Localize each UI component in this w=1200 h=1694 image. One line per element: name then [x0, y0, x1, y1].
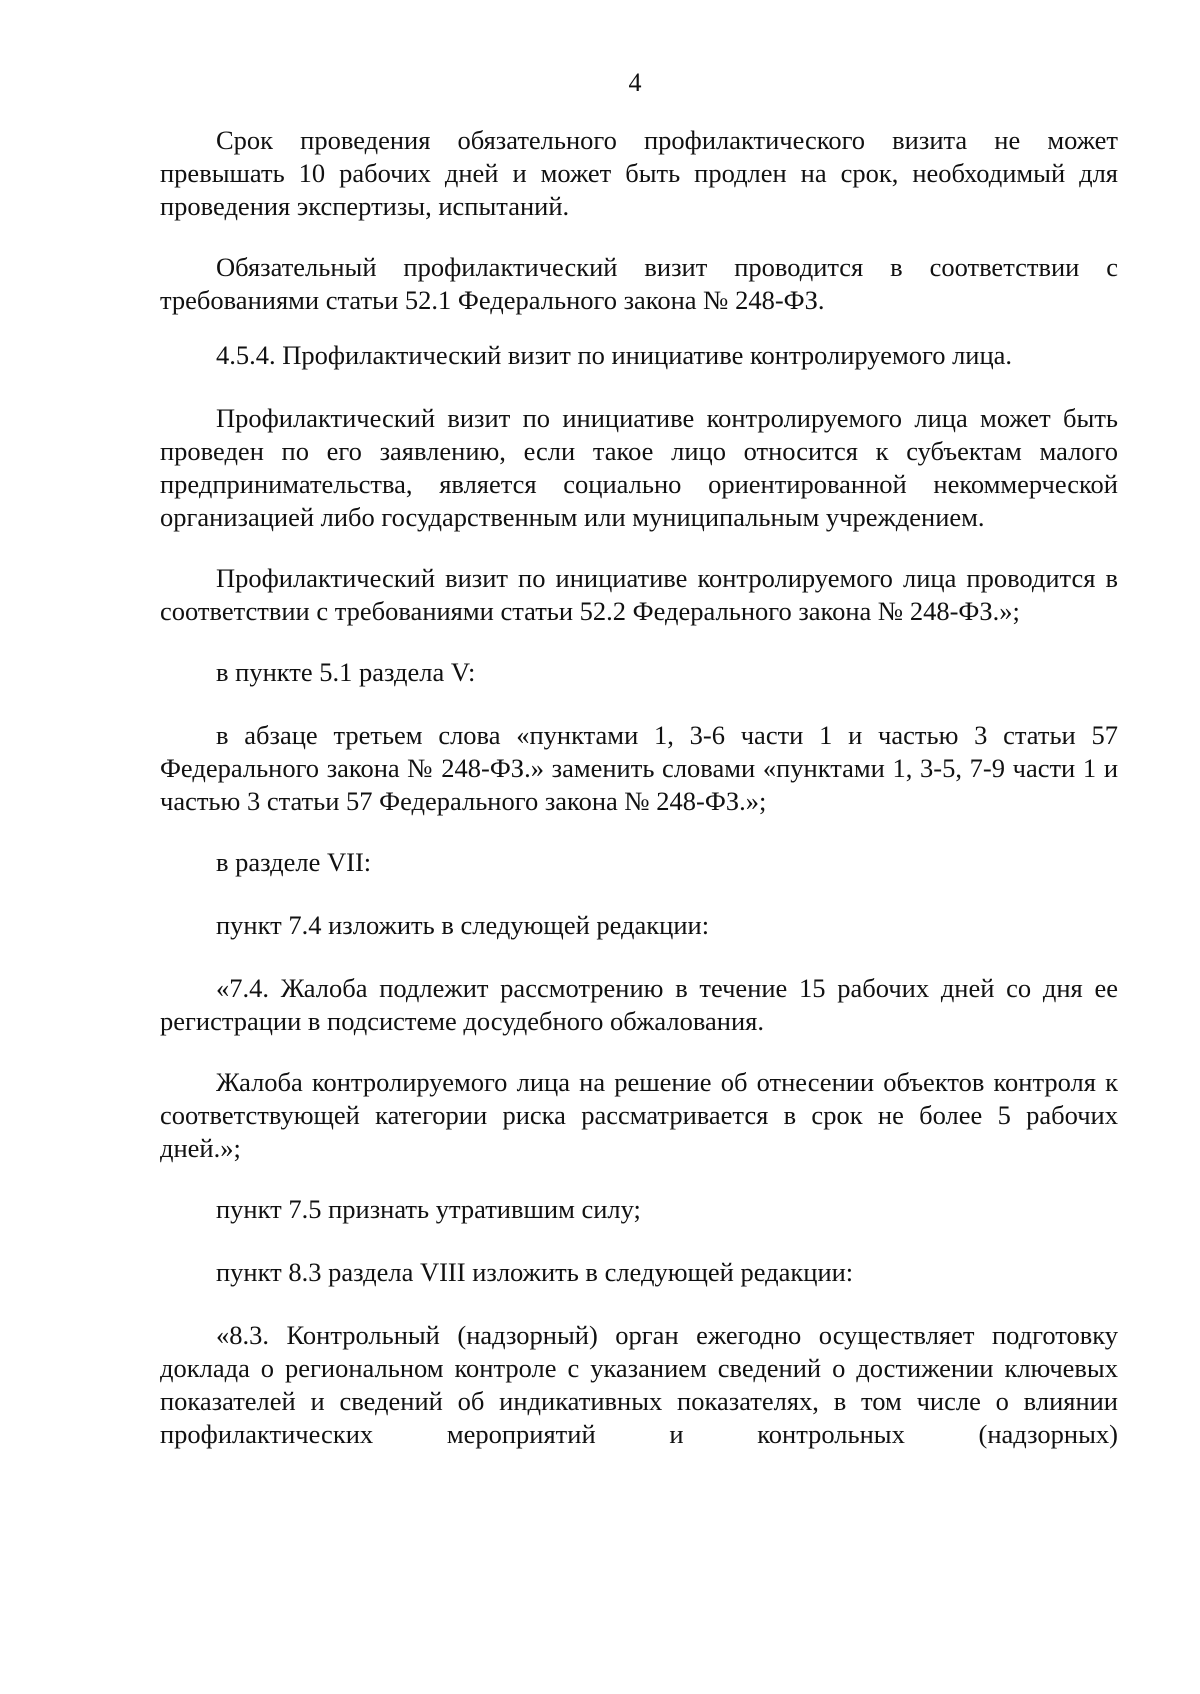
paragraph-item-7-4-intro: пункт 7.4 изложить в следующей редакции: — [216, 910, 710, 940]
paragraph-section-5-1: в пункте 5.1 раздела V: — [216, 657, 476, 687]
paragraph-initiative-visit-requirements: Профилактический визит по инициативе контролируемого лица проводится в соответствии с требованиями статьи 52.2 Федерального закона № 248-ФЗ.»; — [160, 563, 1118, 626]
paragraph-initiative-visit: Профилактический визит по инициативе контролируемого лица может быть проведен по его заявлению, если такое лицо относится к субъектам малого предпринимательства, является социально ориентированной некоммерческой организацией либо государственным или муниципальным учреждением. — [160, 403, 1118, 532]
paragraph-abzac-replacement: в абзаце третьем слова «пунктами 1, 3-6 части 1 и частью 3 статьи 57 Федерального закона № 248-ФЗ.» заменить словами «пунктами 1, 3-5, 7-9 части 1 и частью 3 статьи 57 Федерального закона № 248-ФЗ.»; — [160, 720, 1118, 816]
page-number: 4 — [628, 68, 642, 97]
paragraph-section-7: в разделе VII: — [216, 847, 372, 877]
paragraph-item-8-3: «8.3. Контрольный (надзорный) орган ежегодно осуществляет подготовку доклада о региональном контроле с указанием сведений о достижении ключевых показателей и сведений об индикативных показателях, в том числе о влиянии профилактических мероприятий и контрольных (надзорных) — [160, 1320, 1118, 1449]
paragraph-item-7-5: пункт 7.5 признать утратившим силу; — [216, 1194, 641, 1224]
paragraph-item-8-3-intro: пункт 8.3 раздела VIII изложить в следующей редакции: — [216, 1257, 854, 1287]
paragraph-visit-duration: Срок проведения обязательного профилактического визита не может превышать 10 рабочих дней и может быть продлен на срок, необходимый для проведения экспертизы, испытаний. — [160, 125, 1118, 221]
paragraph-mandatory-visit: Обязательный профилактический визит проводится в соответствии с требованиями статьи 52.1 Федерального закона № 248-ФЗ. — [160, 252, 1118, 315]
paragraph-item-7-4: «7.4. Жалоба подлежит рассмотрению в течение 15 рабочих дней со дня ее регистрации в подсистеме досудебного обжалования. — [160, 973, 1118, 1036]
paragraph-complaint-risk-category: Жалоба контролируемого лица на решение об отнесении объектов контроля к соответствующей категории риска рассматривается в срок не более 5 рабочих дней.»; — [160, 1067, 1118, 1163]
document-body — [160, 124, 1118, 1475]
paragraph-heading-4-5-4: 4.5.4. Профилактический визит по инициативе контролируемого лица. — [216, 340, 1013, 370]
